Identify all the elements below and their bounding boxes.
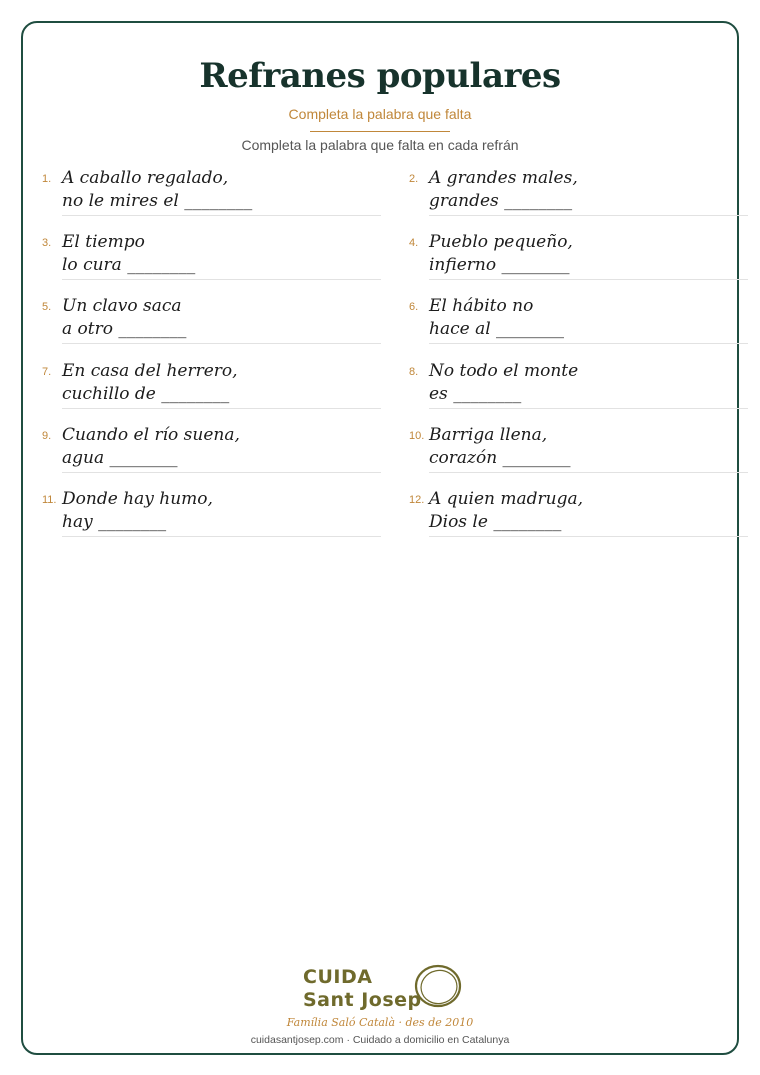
answer-rule bbox=[62, 279, 381, 280]
proverb-line-2: lo cura ________ bbox=[62, 255, 196, 275]
logo-line-2: Sant Josep bbox=[303, 989, 422, 1011]
proverb-line-1: El tiempo bbox=[62, 232, 145, 252]
answer-rule bbox=[429, 408, 748, 409]
proverb-text bbox=[429, 231, 749, 277]
proverb-text bbox=[429, 424, 749, 470]
proverb-item bbox=[42, 167, 402, 215]
brand-logo bbox=[300, 962, 470, 1012]
answer-rule bbox=[429, 343, 748, 344]
proverb-text bbox=[62, 295, 382, 341]
proverb-text bbox=[429, 360, 749, 406]
proverb-line-2: infierno ________ bbox=[429, 255, 570, 275]
proverb-line-1: Donde hay humo, bbox=[62, 489, 213, 509]
proverb-line-1: Un clavo saca bbox=[62, 296, 182, 316]
proverb-line-1: A grandes males, bbox=[429, 168, 578, 188]
proverb-line-2: no le mires el ________ bbox=[62, 191, 253, 211]
proverb-item bbox=[409, 424, 760, 472]
item-number: 4. bbox=[409, 237, 419, 249]
answer-rule bbox=[62, 408, 381, 409]
page-subtitle: Completa la palabra que falta bbox=[288, 106, 472, 122]
proverb-line-2: grandes ________ bbox=[429, 191, 573, 211]
proverb-text bbox=[62, 167, 382, 213]
item-number: 11. bbox=[42, 494, 57, 506]
proverb-line-2: hace al ________ bbox=[429, 319, 565, 339]
footer-text: cuidasantjosep.com · Cuidado a domicilio en Catalunya bbox=[250, 1034, 510, 1046]
proverb-line-1: Barriga llena, bbox=[429, 425, 548, 445]
proverb-line-1: En casa del herrero, bbox=[62, 361, 238, 381]
item-number: 5. bbox=[42, 301, 52, 313]
item-number: 2. bbox=[409, 173, 419, 185]
item-number: 1. bbox=[42, 173, 52, 185]
proverb-item bbox=[42, 231, 402, 279]
proverb-line-1: A quien madruga, bbox=[429, 489, 583, 509]
proverb-item bbox=[409, 488, 760, 536]
subtitle-divider bbox=[310, 131, 450, 132]
proverb-item bbox=[409, 167, 760, 215]
proverb-item bbox=[409, 295, 760, 343]
proverb-text bbox=[62, 488, 382, 534]
proverb-item bbox=[42, 488, 402, 536]
proverb-line-2: agua ________ bbox=[62, 448, 178, 468]
proverb-line-1: Cuando el río suena, bbox=[62, 425, 240, 445]
proverb-text bbox=[429, 295, 749, 341]
proverb-item bbox=[409, 231, 760, 279]
proverb-text bbox=[62, 424, 382, 470]
proverb-item bbox=[42, 424, 402, 472]
proverb-line-1: No todo el monte bbox=[429, 361, 579, 381]
proverb-line-2: hay ________ bbox=[62, 512, 167, 532]
item-number: 7. bbox=[42, 366, 52, 378]
logo-ring-icon bbox=[413, 962, 465, 1012]
proverb-line-2: Dios le ________ bbox=[429, 512, 562, 532]
proverb-item bbox=[42, 360, 402, 408]
logo-line-1: CUIDA bbox=[303, 966, 373, 988]
instruction-text: Completa la palabra que falta en cada refrán bbox=[241, 137, 519, 153]
item-number: 3. bbox=[42, 237, 52, 249]
proverb-item bbox=[42, 295, 402, 343]
answer-rule bbox=[62, 472, 381, 473]
brand-tagline: Família Saló Català · des de 2010 bbox=[286, 1016, 474, 1029]
answer-rule bbox=[62, 343, 381, 344]
answer-rule bbox=[429, 279, 748, 280]
proverb-text bbox=[429, 167, 749, 213]
answer-rule bbox=[429, 536, 748, 537]
proverb-line-2: cuchillo de ________ bbox=[62, 384, 230, 404]
answer-rule bbox=[62, 536, 381, 537]
proverb-line-2: corazón ________ bbox=[429, 448, 571, 468]
item-number: 6. bbox=[409, 301, 419, 313]
proverb-line-1: Pueblo pequeño, bbox=[429, 232, 573, 252]
item-number: 12. bbox=[409, 494, 425, 506]
answer-rule bbox=[429, 472, 748, 473]
proverb-line-2: a otro ________ bbox=[62, 319, 187, 339]
proverb-text bbox=[62, 231, 382, 277]
item-number: 8. bbox=[409, 366, 419, 378]
proverb-item bbox=[409, 360, 760, 408]
proverb-text bbox=[62, 360, 382, 406]
item-number: 9. bbox=[42, 430, 52, 442]
proverb-line-1: El hábito no bbox=[429, 296, 534, 316]
proverb-line-1: A caballo regalado, bbox=[62, 168, 229, 188]
answer-rule bbox=[62, 215, 381, 216]
answer-rule bbox=[429, 215, 748, 216]
proverb-line-2: es ________ bbox=[429, 384, 522, 404]
proverb-text bbox=[429, 488, 749, 534]
page-title: Refranes populares bbox=[199, 56, 561, 96]
item-number: 10. bbox=[409, 430, 425, 442]
